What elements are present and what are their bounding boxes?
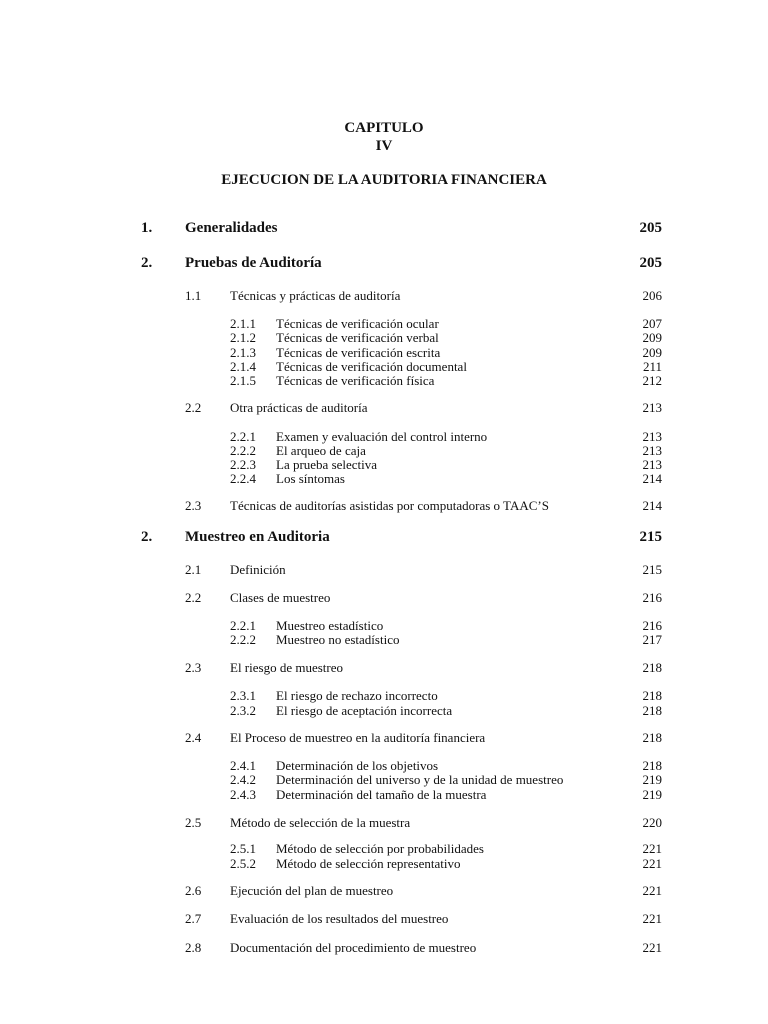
toc-entry-number: 2.3	[185, 498, 202, 513]
toc-entry	[0, 856, 768, 874]
toc-entry-page: 221	[642, 940, 662, 955]
toc-entry-title: Técnicas y prácticas de auditoría	[230, 288, 401, 303]
toc-entry-number: 2.5	[185, 815, 202, 830]
toc-entry-title: Clases de muestreo	[230, 590, 331, 605]
toc-entry-page: 214	[642, 471, 662, 486]
toc-entry	[0, 529, 768, 547]
toc-entry-number: 2.1.3	[230, 345, 256, 360]
toc-entry-page: 218	[642, 730, 662, 745]
toc-entry-title: Documentación del procedimiento de muestreo	[230, 940, 477, 955]
toc-entry-title: Otra prácticas de auditoría	[230, 400, 368, 415]
toc-entry-number: 2.2.1	[230, 429, 256, 444]
toc-entry-page: 205	[639, 220, 662, 236]
toc-entry-page: 213	[642, 429, 662, 444]
toc-entry-title: El riesgo de rechazo incorrecto	[276, 688, 438, 703]
toc-entry-number: 2.8	[185, 940, 202, 955]
toc-entry-title: Método de selección de la muestra	[230, 815, 411, 830]
toc-entry-page: 218	[642, 703, 662, 718]
toc-entry-title: Determinación de los objetivos	[276, 758, 439, 773]
toc-entry-page: 219	[642, 772, 662, 787]
toc-entry-title: Técnicas de verificación verbal	[276, 330, 439, 345]
toc-entry	[0, 632, 768, 650]
toc-entry-page: 218	[642, 688, 662, 703]
toc-entry	[0, 562, 768, 580]
toc-entry-number: 2.4.3	[230, 787, 256, 802]
toc-entry-title: Generalidades	[185, 220, 278, 236]
toc-entry-number: 2.2	[185, 590, 202, 605]
toc-entry-number: 2.3.1	[230, 688, 256, 703]
toc-entry-page: 216	[642, 618, 662, 633]
toc-entry-page: 214	[642, 498, 662, 513]
chapter-number: IV	[375, 138, 393, 154]
toc-entry-page: 205	[639, 255, 662, 271]
toc-entry-page: 215	[642, 562, 662, 577]
toc-entry-page: 206	[642, 288, 662, 303]
toc-entry-number: 2.4.2	[230, 772, 256, 787]
toc-entry-number: 2.2.4	[230, 471, 256, 486]
toc-entry	[0, 660, 768, 678]
toc-entry-title: Evaluación de los resultados del muestreo	[230, 911, 449, 926]
toc-entry	[0, 400, 768, 418]
toc-entry-title: El riesgo de aceptación incorrecta	[276, 703, 453, 718]
toc-entry-number: 2.5.2	[230, 856, 256, 871]
toc-entry	[0, 911, 768, 929]
toc-entry-title: Examen y evaluación del control interno	[276, 429, 488, 444]
toc-entry-title: Técnicas de verificación documental	[276, 359, 467, 374]
toc-entry	[0, 787, 768, 805]
toc-entry-number: 2.	[141, 255, 153, 271]
toc-entry	[0, 471, 768, 489]
toc-entry-page: 221	[642, 911, 662, 926]
toc-entry-title: Muestreo en Auditoria	[185, 529, 330, 545]
toc-entry-title: Definición	[230, 562, 286, 577]
toc-entry-number: 2.5.1	[230, 841, 256, 856]
toc-entry-title: Ejecución del plan de muestreo	[230, 883, 394, 898]
toc-entry-title: La prueba selectiva	[276, 457, 378, 472]
toc-entry-number: 2.2.2	[230, 632, 256, 647]
toc-entry-title: Método de selección por probabilidades	[276, 841, 484, 856]
toc-entry-title: Técnicas de verificación ocular	[276, 316, 439, 331]
toc-entry-page: 212	[642, 373, 662, 388]
toc-entry-page: 218	[642, 660, 662, 675]
toc-entry-number: 2.2.3	[230, 457, 256, 472]
toc-entry-title: El arqueo de caja	[276, 443, 366, 458]
toc-entry-title: Técnicas de verificación escrita	[276, 345, 441, 360]
toc-entry-number: 2.1.1	[230, 316, 256, 331]
toc-entry-number: 2.1	[185, 562, 202, 577]
toc-entry	[0, 940, 768, 958]
toc-entry	[0, 883, 768, 901]
toc-entry	[0, 730, 768, 748]
toc-entry-title: Pruebas de Auditoría	[185, 255, 322, 271]
toc-entry	[0, 815, 768, 833]
toc-entry-title: El riesgo de muestreo	[230, 660, 343, 675]
toc-entry-number: 2.3.2	[230, 703, 256, 718]
toc-entry-number: 2.4.1	[230, 758, 256, 773]
toc-entry	[0, 220, 768, 238]
toc-entry-title: Muestreo no estadístico	[276, 632, 400, 647]
toc-entry-page: 219	[642, 787, 662, 802]
toc-entry-title: Método de selección representativo	[276, 856, 461, 871]
toc-entry-page: 221	[642, 841, 662, 856]
toc-entry-page: 209	[642, 330, 662, 345]
toc-entry-number: 2.4	[185, 730, 202, 745]
toc-entry-page: 213	[642, 400, 662, 415]
toc-entry	[0, 703, 768, 721]
toc-entry-number: 2.	[141, 529, 153, 545]
toc-entry-number: 2.1.4	[230, 359, 256, 374]
toc-entry-page: 207	[642, 316, 662, 331]
toc-entry	[0, 498, 768, 516]
toc-entry-number: 2.1.2	[230, 330, 256, 345]
toc-entry-title: Técnicas de auditorías asistidas por computadoras o TAAC’S	[230, 498, 549, 513]
toc-entry-number: 2.2	[185, 400, 202, 415]
toc-entry	[0, 373, 768, 391]
toc-entry	[0, 590, 768, 608]
toc-entry-page: 213	[642, 457, 662, 472]
toc-entry	[0, 288, 768, 306]
toc-entry-number: 1.1	[185, 288, 202, 303]
toc-entry-title: El Proceso de muestreo en la auditoría financiera	[230, 730, 486, 745]
toc-entry-title: Técnicas de verificación física	[276, 373, 435, 388]
toc-entry-number: 2.2.2	[230, 443, 256, 458]
toc-entry-number: 2.6	[185, 883, 202, 898]
toc-entry-page: 213	[642, 443, 662, 458]
toc-entry-number: 2.3	[185, 660, 202, 675]
toc-entry-page: 221	[642, 856, 662, 871]
toc-entry-page: 217	[642, 632, 662, 647]
toc-entry-page: 215	[639, 529, 662, 545]
toc-entry-page: 209	[642, 345, 662, 360]
toc-entry	[0, 255, 768, 273]
toc-entry-number: 1.	[141, 220, 153, 236]
toc-entry-page: 211	[642, 359, 662, 374]
toc-entry-page: 218	[642, 758, 662, 773]
toc-entry-page: 220	[642, 815, 662, 830]
toc-entry-number: 2.7	[185, 911, 202, 926]
toc-entry-number: 2.1.5	[230, 373, 256, 388]
toc-entry-title: Los síntomas	[276, 471, 345, 486]
toc-entry-page: 221	[642, 883, 662, 898]
toc-entry-title: Determinación del universo y de la unidad de muestreo	[276, 772, 564, 787]
toc-entry-title: Muestreo estadístico	[276, 618, 384, 633]
toc-entry-title: Determinación del tamaño de la muestra	[276, 787, 487, 802]
toc-entry-page: 216	[642, 590, 662, 605]
chapter-title: EJECUCION DE LA AUDITORIA FINANCIERA	[221, 172, 547, 188]
toc-entry-number: 2.2.1	[230, 618, 256, 633]
chapter-word: CAPITULO	[344, 120, 424, 136]
